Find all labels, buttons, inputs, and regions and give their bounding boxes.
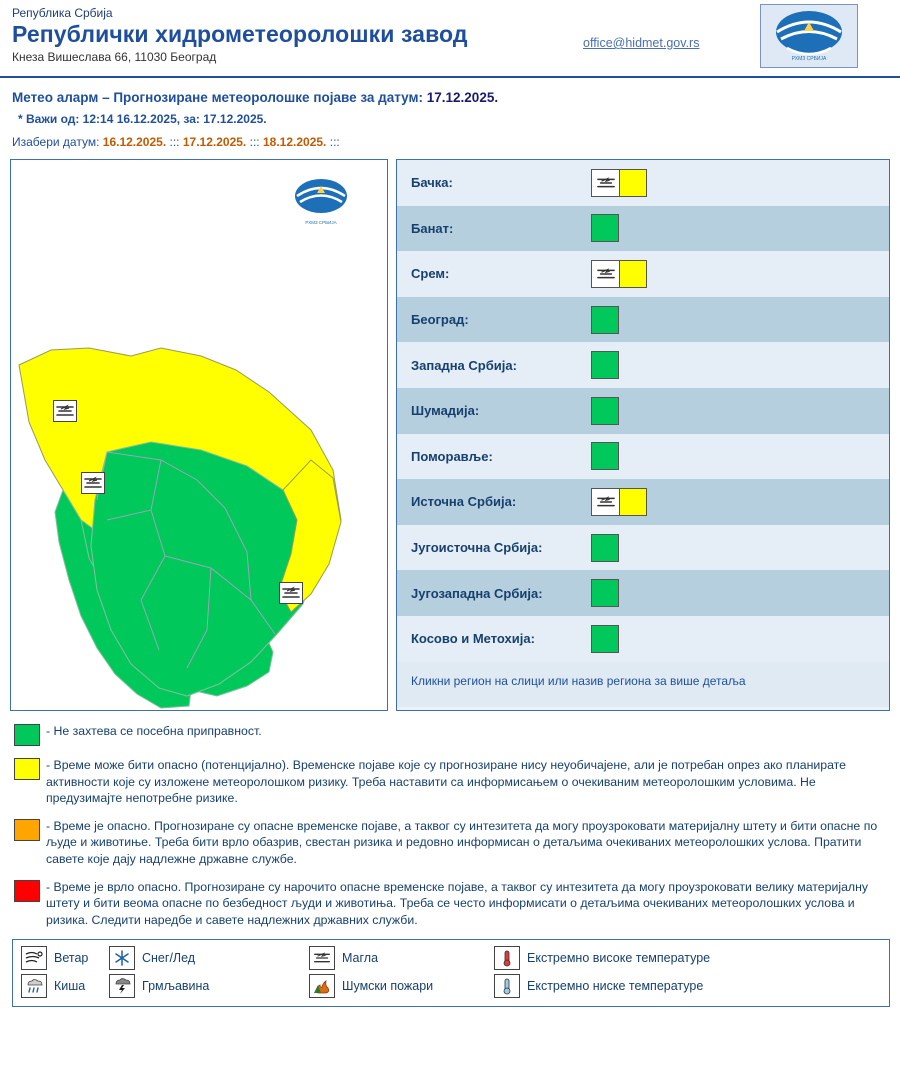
legend-text-yellow: - Време може бити опасно (потенцијално). Временске појаве које су прогнозиране нису неуобичајене, али је потребан опрез ако планирате активности које су изложене метеоролошком ризику. Треба наставити са информисањем о очекиваним метеоролошким условима. Не предузимајте непотребне ризике. — [46, 758, 846, 806]
table-row[interactable] — [397, 342, 889, 388]
svg-text:РХМЗ СРБИЈА: РХМЗ СРБИЈА — [791, 56, 827, 62]
phenomenon-wind-label: Ветар — [54, 951, 89, 966]
phenomenon-extreme-low-temp — [488, 974, 887, 998]
region-alarm-table — [396, 159, 890, 711]
phenomena-legend-box — [12, 939, 890, 1007]
table-row[interactable] — [397, 525, 889, 571]
table-row[interactable] — [397, 388, 889, 434]
region-name-srem[interactable]: Срем: — [411, 266, 450, 282]
phenomenon-rain-label: Киша — [54, 979, 86, 994]
phenomenon-extreme-high-temp-label: Екстремно високе температуре — [527, 951, 711, 966]
region-name-jugozapadna-srbija[interactable]: Југозападна Србија: — [411, 585, 543, 601]
map-rhmz-logo-icon — [289, 172, 353, 232]
alarm-swatch-green — [591, 442, 619, 470]
region-status-srem — [591, 260, 647, 288]
snow-ice-icon — [109, 946, 135, 970]
table-row[interactable] — [397, 570, 889, 616]
region-status-istocna-srbija — [591, 488, 647, 516]
date-chooser-label: Изабери датум: — [12, 135, 100, 149]
serbia-alarm-map[interactable] — [10, 159, 388, 711]
region-status-pomoravlje — [591, 442, 619, 470]
fog-icon — [591, 488, 619, 516]
date-separator-2: ::: — [249, 135, 260, 149]
alarm-swatch-green — [591, 534, 619, 562]
header-address: Кнеза Вишеслава 66, 11030 Београд — [12, 50, 217, 64]
header-institute-title: Републички хидрометеоролошки завод — [12, 21, 468, 47]
table-row[interactable] — [397, 160, 889, 206]
fog-marker-istocna-srbija[interactable] — [279, 582, 303, 609]
severity-legend — [0, 711, 900, 928]
region-status-banat — [591, 214, 619, 242]
fog-marker-backa[interactable] — [53, 400, 77, 427]
page-title-text: Метео аларм – Прогнозиране метеоролошке појаве за датум: — [12, 90, 423, 105]
table-row[interactable] — [397, 251, 889, 297]
date-link-17[interactable]: 17.12.2025. — [182, 135, 247, 149]
fog-icon — [591, 169, 619, 197]
fog-icon — [309, 946, 335, 970]
validity-text: * Важи од: 12:14 16.12.2025, за: 17.12.2025. — [18, 112, 267, 126]
phenomenon-forest-fire-label: Шумски пожари — [342, 979, 434, 994]
fog-marker-srem[interactable] — [81, 472, 105, 499]
region-name-kosovo-i-metohija[interactable]: Косово и Метохија: — [411, 631, 535, 647]
region-name-beograd[interactable]: Београд: — [411, 312, 469, 328]
legend-item-red — [14, 879, 886, 929]
date-link-16[interactable]: 16.12.2025. — [102, 135, 167, 149]
legend-swatch-green — [14, 724, 40, 746]
legend-swatch-yellow — [14, 758, 40, 780]
phenomenon-snow-ice-label: Снег/Лед — [142, 951, 196, 966]
wind-icon — [21, 946, 47, 970]
phenomenon-wind — [15, 946, 103, 970]
region-status-sumadija — [591, 397, 619, 425]
rain-icon — [21, 974, 47, 998]
legend-text-red: - Време је врло опасно. Прогнозиране су нарочито опасне временске појаве, а таквог су интезитета да могу проузроковати велику материјалну штету и бити веома опасне по безбедност људи и животиња. Треба се често информисати о детаљима очекиваних метеоролошких услова и ризика. Следити наредбе и савете надлежних државних служби. — [46, 879, 869, 927]
extreme-low-temp-icon — [494, 974, 520, 998]
legend-text-green: - Не захтева се посебна приправност. — [46, 724, 262, 738]
table-row[interactable] — [397, 616, 889, 662]
region-name-backa[interactable]: Бачка: — [411, 175, 453, 191]
forest-fire-icon — [309, 974, 335, 998]
legend-item-orange — [14, 818, 886, 868]
region-status-zapadna-srbija — [591, 351, 619, 379]
region-name-istocna-srbija[interactable]: Источна Србија: — [411, 494, 517, 510]
phenomenon-rain — [15, 974, 103, 998]
legend-swatch-orange — [14, 819, 40, 841]
alarm-swatch-green — [591, 579, 619, 607]
alarm-swatch-green — [591, 351, 619, 379]
legend-swatch-red — [14, 880, 40, 902]
phenomenon-extreme-high-temp — [488, 946, 887, 970]
page-title-date: 17.12.2025. — [426, 90, 499, 105]
alarm-swatch-green — [591, 625, 619, 653]
extreme-high-temp-icon — [494, 946, 520, 970]
region-name-pomoravlje[interactable]: Поморавље: — [411, 448, 493, 464]
table-hint-text: Кликни регион на слици или назив региона за више детаља — [397, 662, 889, 707]
legend-item-yellow — [14, 757, 886, 807]
rhmz-logo-icon — [760, 4, 858, 68]
region-name-jugoistocna-srbija[interactable]: Југоисточна Србија: — [411, 540, 543, 556]
legend-item-green — [14, 723, 886, 746]
alarm-swatch-yellow — [619, 488, 647, 516]
alarm-swatch-yellow — [619, 260, 647, 288]
phenomenon-forest-fire — [303, 974, 488, 998]
header-country: Република Србија — [12, 6, 113, 20]
phenomenon-fog-label: Магла — [342, 951, 379, 966]
region-status-kosovo-i-metohija — [591, 625, 619, 653]
svg-text:РХМЗ СРБИЈА: РХМЗ СРБИЈА — [305, 220, 337, 225]
alarm-swatch-green — [591, 214, 619, 242]
phenomenon-thunderstorm — [103, 974, 303, 998]
alarm-swatch-green — [591, 306, 619, 334]
date-separator-1: ::: — [169, 135, 180, 149]
table-row[interactable] — [397, 206, 889, 252]
table-row[interactable] — [397, 297, 889, 343]
region-name-zapadna-srbija[interactable]: Западна Србија: — [411, 357, 517, 373]
fog-icon — [591, 260, 619, 288]
date-link-18[interactable]: 18.12.2025. — [262, 135, 327, 149]
legend-text-orange: - Време је опасно. Прогнозиране су опасне временске појаве, а таквог су интезитета да могу проузроковати материјалну штету и бити опасне по људе и животиње. Треба бити врло обазрив, свестан ризика и редовно информисан о детаљима очекиваних метеоролошких услова. Пратити савете које дају надлежне државне службе. — [46, 818, 878, 866]
phenomenon-extreme-low-temp-label: Екстремно ниске температуре — [527, 979, 704, 994]
phenomenon-fog — [303, 946, 488, 970]
header-email-link[interactable]: office@hidmet.gov.rs — [583, 36, 700, 50]
date-chooser — [0, 126, 900, 149]
alarm-swatch-yellow — [619, 169, 647, 197]
phenomenon-snow-ice — [103, 946, 303, 970]
main-panel — [10, 159, 890, 711]
alarm-swatch-green — [591, 397, 619, 425]
page-title — [0, 78, 900, 105]
thunderstorm-icon — [109, 974, 135, 998]
phenomenon-thunderstorm-label: Грмљавина — [142, 979, 210, 994]
region-name-sumadija[interactable]: Шумадија: — [411, 403, 480, 419]
region-name-banat[interactable]: Банат: — [411, 220, 454, 236]
region-status-beograd — [591, 306, 619, 334]
region-status-backa — [591, 169, 647, 197]
region-status-jugozapadna-srbija — [591, 579, 619, 607]
region-status-jugoistocna-srbija — [591, 534, 619, 562]
table-row[interactable] — [397, 479, 889, 525]
date-separator-3: ::: — [329, 135, 340, 149]
table-row[interactable] — [397, 434, 889, 480]
site-header — [0, 0, 900, 78]
